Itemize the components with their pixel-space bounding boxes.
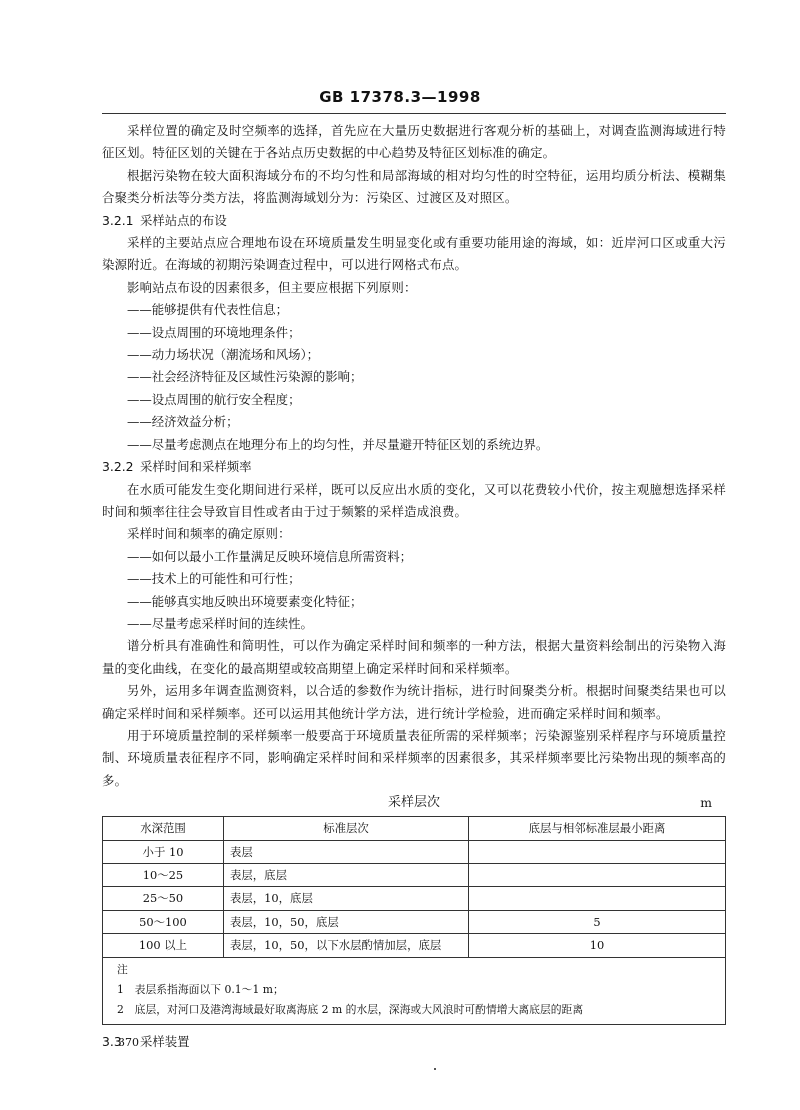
list-item: ——设点周围的航行安全程度； bbox=[127, 391, 301, 407]
table-row bbox=[103, 864, 726, 887]
table-cell: 10～25 bbox=[103, 864, 224, 887]
table-cell: 50～100 bbox=[103, 910, 224, 933]
section-title: 采样站点的布设 bbox=[140, 212, 227, 228]
list-item: ——尽量考虑测点在地理分布上的均匀性，并尽量避开特征区划的系统边界。 bbox=[127, 436, 549, 452]
section-title: 采样装置 bbox=[140, 1033, 190, 1049]
page-content bbox=[102, 120, 726, 1053]
section-title: 采样时间和采样频率 bbox=[140, 459, 252, 475]
table-cell bbox=[469, 864, 726, 887]
column-header: 底层与相邻标准层最小距离 bbox=[469, 817, 726, 840]
section-3-2-1-heading bbox=[102, 210, 726, 232]
section-3-2-2-paragraph-3: 谱分析具有准确性和简明性，可以作为确定采样时间和频率的一种方法，根据大量资料绘制出的污染物入海量的变化曲线，在变化的最高期望或较高期望上确定采样时间和采样频率。 bbox=[102, 638, 726, 676]
sampling-layers-table bbox=[102, 816, 726, 1024]
list-item: ——如何以最小工作量满足反映环境信息所需资料； bbox=[127, 548, 412, 564]
table-caption bbox=[102, 792, 726, 816]
table-cell: 5 bbox=[469, 910, 726, 933]
standard-number-header: GB 17378.3—1998 bbox=[319, 88, 481, 106]
section-3-2-2-paragraph-5: 用于环境质量控制的采样频率一般要高于环境质量表征所需的采样频率；污染源鉴别采样程序与环境质量控制、环境质量表征程序不同，影响确定采样时间和采样频率的因素很多，其采样频率要比污染物出现的频率高的多。 bbox=[102, 727, 726, 788]
table-cell: 表层，10，50，底层 bbox=[224, 910, 469, 933]
table-cell: 表层，底层 bbox=[224, 864, 469, 887]
table-header-row bbox=[103, 817, 726, 840]
table-notes-row bbox=[103, 957, 726, 1024]
section-3-2-2-heading bbox=[102, 456, 726, 478]
list-item: ——技术上的可能性和可行性； bbox=[127, 571, 301, 587]
section-number: 3.3 bbox=[102, 1033, 122, 1049]
scan-speck bbox=[434, 1068, 436, 1070]
table-row bbox=[103, 840, 726, 863]
list-item: ——动力场状况（潮流场和风场）； bbox=[127, 347, 320, 363]
table-row bbox=[103, 934, 726, 957]
table-title: 采样层次 bbox=[387, 795, 440, 811]
section-3-3-heading bbox=[102, 1031, 726, 1053]
notes-label: 注 bbox=[117, 962, 128, 976]
list-item: ——社会经济特征及区域性污染源的影响； bbox=[127, 369, 363, 385]
header-rule bbox=[102, 113, 726, 114]
table-row bbox=[103, 910, 726, 933]
note-item: 1 表层系指海面以下 0.1～1 m； bbox=[117, 982, 284, 996]
intro-paragraph-1: 采样位置的确定及时空频率的选择，首先应在大量历史数据进行客观分析的基础上，对调查监测海域进行特征区划。特征区划的关键在于各站点历史数据的中心趋势及特征区划标准的确定。 bbox=[102, 123, 726, 161]
list-item: ——能够提供有代表性信息； bbox=[127, 302, 289, 318]
section-3-2-2-paragraph-4: 另外，运用多年调查监测资料，以合适的参数作为统计指标，进行时间聚类分析。根据时间聚类结果也可以确定采样时间和采样频率。还可以运用其他统计学方法，进行统计学检验，进而确定采样时间和频率。 bbox=[102, 683, 726, 721]
section-3-2-2-paragraph-1: 在水质可能发生变化期间进行采样，既可以反应出水质的变化，又可以花费较小代价，按主观臆想选择采样时间和频率往往会导致盲目性或者由于过于频繁的采样造成浪费。 bbox=[102, 481, 726, 519]
table-cell bbox=[469, 887, 726, 910]
list-item: ——尽量考虑采样时间的连续性。 bbox=[127, 615, 313, 631]
section-3-2-2-paragraph-2: 采样时间和频率的确定原则： bbox=[127, 526, 291, 542]
table-cell: 表层，10，底层 bbox=[224, 887, 469, 910]
column-header: 标准层次 bbox=[224, 817, 469, 840]
section-3-2-1-paragraph-1: 采样的主要站点应合理地布设在环境质量发生明显变化或有重要功能用途的海域，如：近岸河口区或重大污染源附近。在海域的初期污染调查过程中，可以进行网格式布点。 bbox=[102, 235, 726, 273]
table-cell: 表层，10，50，以下水层酌情加层，底层 bbox=[224, 934, 469, 957]
note-item: 2 底层，对河口及港湾海域最好取离海底 2 m 的水层，深海或大风浪时可酌情增大离底层的距离 bbox=[117, 1002, 584, 1016]
list-item: ——能够真实地反映出环境要素变化特征； bbox=[127, 593, 363, 609]
table-cell: 10 bbox=[469, 934, 726, 957]
list-item: ——设点周围的环境地理条件； bbox=[127, 324, 301, 340]
page-number: 370 bbox=[118, 1036, 139, 1049]
table-notes bbox=[103, 957, 726, 1024]
column-header: 水深范围 bbox=[103, 817, 224, 840]
table-cell: 25～50 bbox=[103, 887, 224, 910]
table-cell bbox=[469, 840, 726, 863]
table-cell: 100 以上 bbox=[103, 934, 224, 957]
table-row bbox=[103, 887, 726, 910]
intro-paragraph-2: 根据污染物在较大面积海域分布的不均匀性和局部海域的相对均匀性的时空特征，运用均质分析法、模糊集合聚类分析法等分类方法，将监测海域划分为：污染区、过渡区及对照区。 bbox=[102, 167, 726, 206]
section-number: 3.2.1 bbox=[102, 212, 134, 228]
table-unit: m bbox=[700, 795, 712, 811]
table-cell: 表层 bbox=[224, 840, 469, 863]
table-cell: 小于 10 bbox=[103, 840, 224, 863]
section-number: 3.2.2 bbox=[102, 459, 134, 475]
list-item: ——经济效益分析； bbox=[127, 414, 239, 430]
section-3-2-1-paragraph-2: 影响站点布设的因素很多，但主要应根据下列原则： bbox=[127, 279, 417, 295]
